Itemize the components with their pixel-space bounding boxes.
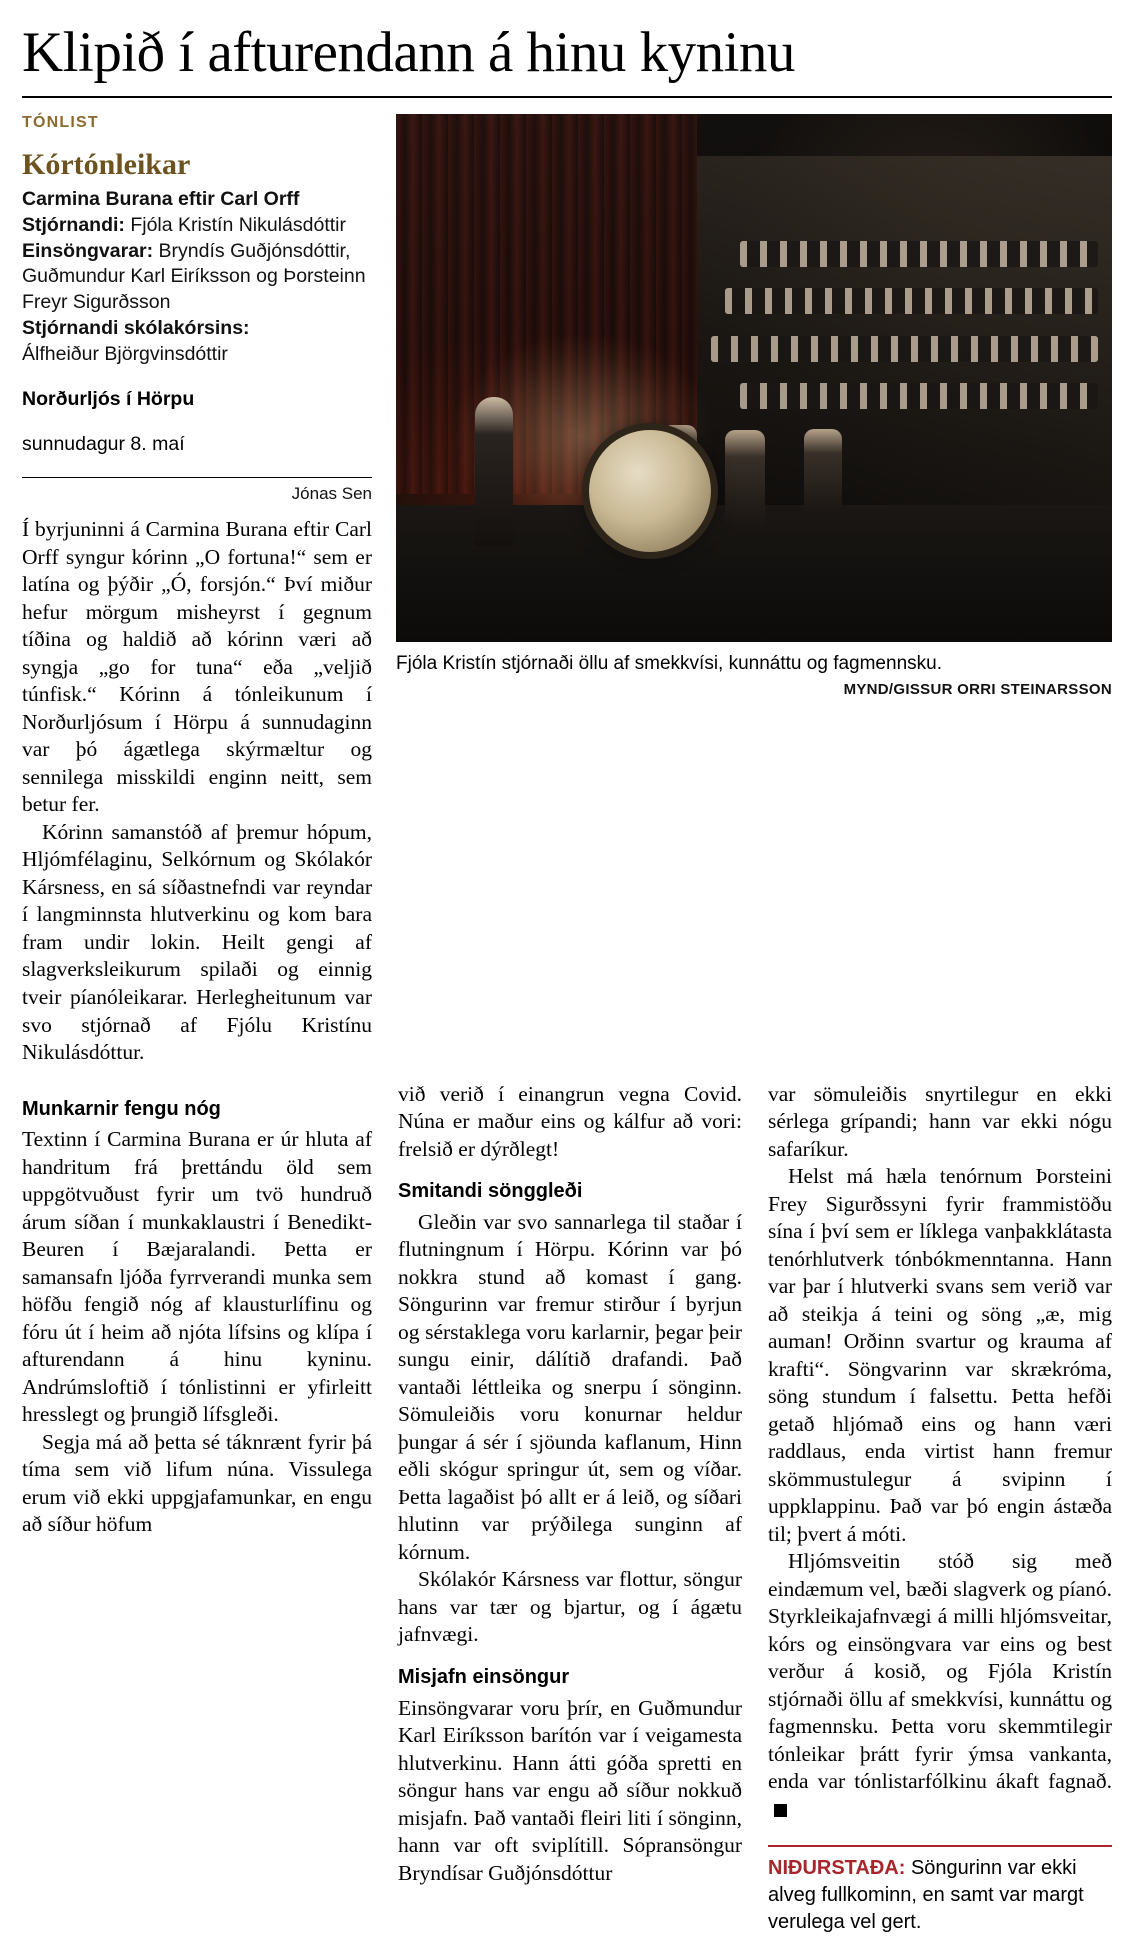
credit-soloists-label: Einsöngvarar: — [22, 239, 154, 262]
byline-divider — [22, 477, 372, 478]
photo-choir-row — [740, 383, 1098, 409]
body-column-3 — [768, 1081, 1112, 1936]
verdict-block — [768, 1855, 1112, 1936]
end-mark-icon — [774, 1804, 787, 1817]
col3-paragraph-2: Helst má hæla tenórnum Þorsteini Frey Sigurðssyni fyrir frammistöðu sína í því sem er líklega vanþakklátasta tenórhlutverk tónbókmenntanna. Hann var þar í hlutverki svans sem verið var að steikja á teini og söng „æ, mig auman! Orðinn svartur og krauma af krafti“. Söngvarinn var skrækróma, söng stundum í falsettu. Þetta hefði getað hljómað eins og hann væri raddlaus, enda virtist hann fremur skömmustulegur á svipinn í uppklappinu. Það var þó engin ástæða til; þvert á móti. — [768, 1164, 1112, 1546]
col2-paragraph-2: Gleðin var svo sannarlega til staðar í flutningnum í Hörpu. Kórinn var þó nokkra stund að komast í gang. Söngurinn var fremur stirður í byrjun og sérstaklega voru karlarnir, þegar þeir sungu einir, dálítið drafandi. Það vantaði léttleika og snerpu í sönginn. Sömuleiðis voru konurnar heldur þungar á sér í sjöunda kaflanum, Hinn eðli skógur springur út, sem og víðar. Þetta lagaðist þó allt er á leið, og síðari hlutinn var prýðilega sunginn af kórnum. — [398, 1209, 742, 1564]
lede-text — [22, 516, 372, 1066]
photo-choir-row — [740, 241, 1098, 267]
col3-paragraph-1: var sömuleiðis snyrtilegur en ekki sérlega grípandi; hann var ekki nógu safaríkur. — [768, 1081, 1112, 1161]
credit-work — [22, 187, 372, 213]
article-body — [22, 1081, 1112, 1936]
concert-photo — [396, 114, 1112, 642]
col1-paragraph-3: Textinn í Carmina Burana er úr hluta af handritum frá þrettándu öld sem uppgötvuðust fyrir um tvö hundruð árum síðan í munkaklaustri í Benedikt-Beuren í Bæjaralandi. Þetta er samansafn ljóða fyrrverandi munka sem höfðu fengið nóg af klausturlífinu og fóru út í heim að njóta lífsins og klípa í afturendann á hinu kyninu. Andrúmsloftið í tónlistinni er yfirleitt hresslegt og þrungið lífsgleði. — [22, 1127, 372, 1427]
review-credits — [22, 187, 372, 367]
photo-musician — [804, 429, 842, 515]
review-subject-title: Kórtónleikar — [22, 148, 191, 182]
photo-credit: MYND/GISSUR ORRI STEINARSSON — [843, 680, 1112, 698]
byline: Jónas Sen — [291, 484, 372, 504]
credit-soloists-value: Bryndís Guðjónsdóttir, Guðmundur Karl Eiríksson og Þorsteinn Freyr Sigurðsson — [22, 239, 366, 314]
lede-paragraph-1: Í byrjuninni á Carmina Burana eftir Carl Orff syngur kórinn „O fortuna!“ sem er latína og þýðir „Ó, forsjón.“ Því miður hefur mörgum misheyrst í gegnum tíðina og haldið að kórinn væri að syngja „go for tuna“ eða „veljið túnfisk.“ Kórinn á tónleikunum í Norðurljósum í Hörpu á sunnudaginn var þó ágætlega skýrmæltur og sennilega misskildi enginn neitt, sem betur fer. — [22, 517, 372, 817]
page-title: Klipið í afturendann á hinu kyninu — [22, 21, 795, 84]
credit-conductor — [22, 213, 372, 239]
subheading-munkarnir: Munkarnir fengu nóg — [22, 1097, 221, 1120]
credit-conductor-label: Stjórnandi: — [22, 213, 125, 236]
photo-caption: Fjóla Kristín stjórnaði öllu af smekkvísi, kunnáttu og fagmennsku. — [396, 653, 942, 675]
credit-choirmaster-label: Stjórnandi skólakórsins: — [22, 316, 250, 339]
photo-column — [396, 114, 1112, 698]
credit-conductor-value: Fjóla Kristín Nikulásdóttir — [124, 213, 346, 236]
credit-work-text: Carmina Burana eftir Carl Orff — [22, 188, 300, 211]
credit-soloists — [22, 239, 372, 316]
section-kicker: TÓNLIST — [22, 114, 99, 132]
photo-conductor — [475, 397, 513, 547]
review-info-column — [22, 114, 372, 1066]
col3-paragraph-3-text: Hljómsveitin stóð sig með eindæmum vel, bæði slagverk og píanó. Styrkleikajafnvægi á milli hljómsveitar, kórs og einsöngvara var eins og best verður á kosið, og Fjóla Kristín stjórnaði öllu af smekkvísi, kunnáttu og fagmennsku. Þetta voru skemmtilegir tónleikar þrátt fyrir ýmsa vankanta, enda var tónlistarfólkinu ákaft fagnað. — [768, 1549, 1112, 1794]
photo-choir-row — [725, 288, 1097, 314]
venue-block — [22, 387, 372, 458]
credit-choirmaster-value: Álfheiður Björgvinsdóttir — [22, 342, 228, 365]
verdict-divider — [768, 1845, 1112, 1847]
lede-paragraph-2: Kórinn samanstóð af þremur hópum, Hljómfélaginu, Selkórnum og Skólakór Kársness, en sá síðastnefndi var reyndar í langminnsta hlutverkinu og kom bara fram undir lokin. Heilt gengi af slagverksleikurum spilaði og einnig tveir píanóleikarar. Herlegheitunum var svo stjórnað af Fjólu Kristínu Nikulásdóttur. — [22, 819, 372, 1065]
col3-paragraph-3 — [768, 1548, 1112, 1823]
venue-name — [22, 387, 372, 413]
credit-choirmaster-label-line — [22, 316, 372, 342]
venue-name-text: Norðurljós í Hörpu — [22, 387, 195, 410]
photo-musician — [725, 430, 765, 526]
venue-date: sunnudagur 8. maí — [22, 433, 185, 455]
subheading-misjafn-einsongur: Misjafn einsöngur — [398, 1665, 570, 1688]
verdict-text: Söngurinn var ekki alveg fullkominn, en samt var margt verulega vel gert. — [768, 1857, 1084, 1934]
headline-divider — [22, 96, 1112, 98]
body-column-2 — [398, 1081, 742, 1936]
verdict-label: NIÐURSTAÐA: — [768, 1857, 906, 1880]
col1-paragraph-4: Segja má að þetta sé táknrænt fyrir þá tíma sem við lifum núna. Vissulega erum við ekki uppgjafamunkar, en engu að síður höfum — [22, 1429, 372, 1537]
col2-paragraph-1: við verið í einangrun vegna Covid. Núna er maður eins og kálfur að vori: frelsið er dýrðlegt! — [398, 1081, 742, 1161]
col2-paragraph-3: Skólakór Kársness var flottur, söngur hans var tær og bjartur, og í ágætu jafnvægi. — [398, 1567, 742, 1647]
subheading-smitandi-songgledi: Smitandi sönggleði — [398, 1180, 583, 1203]
photo-choir-row — [711, 336, 1098, 362]
col2-paragraph-4: Einsöngvarar voru þrír, en Guðmundur Karl Eiríksson barítón var í veigamesta hlutverkinu. Hann átti góða spretti en söngur hans var engu að síður nokkuð misjafn. Það vantaði fleiri liti í sönginn, hann var oft sviplítill. Sópransöngur Bryndísar Guðjónsdóttur — [398, 1695, 742, 1885]
photo-bass-drum — [589, 430, 711, 552]
body-column-1 — [22, 1081, 372, 1936]
top-section — [22, 114, 1112, 1066]
